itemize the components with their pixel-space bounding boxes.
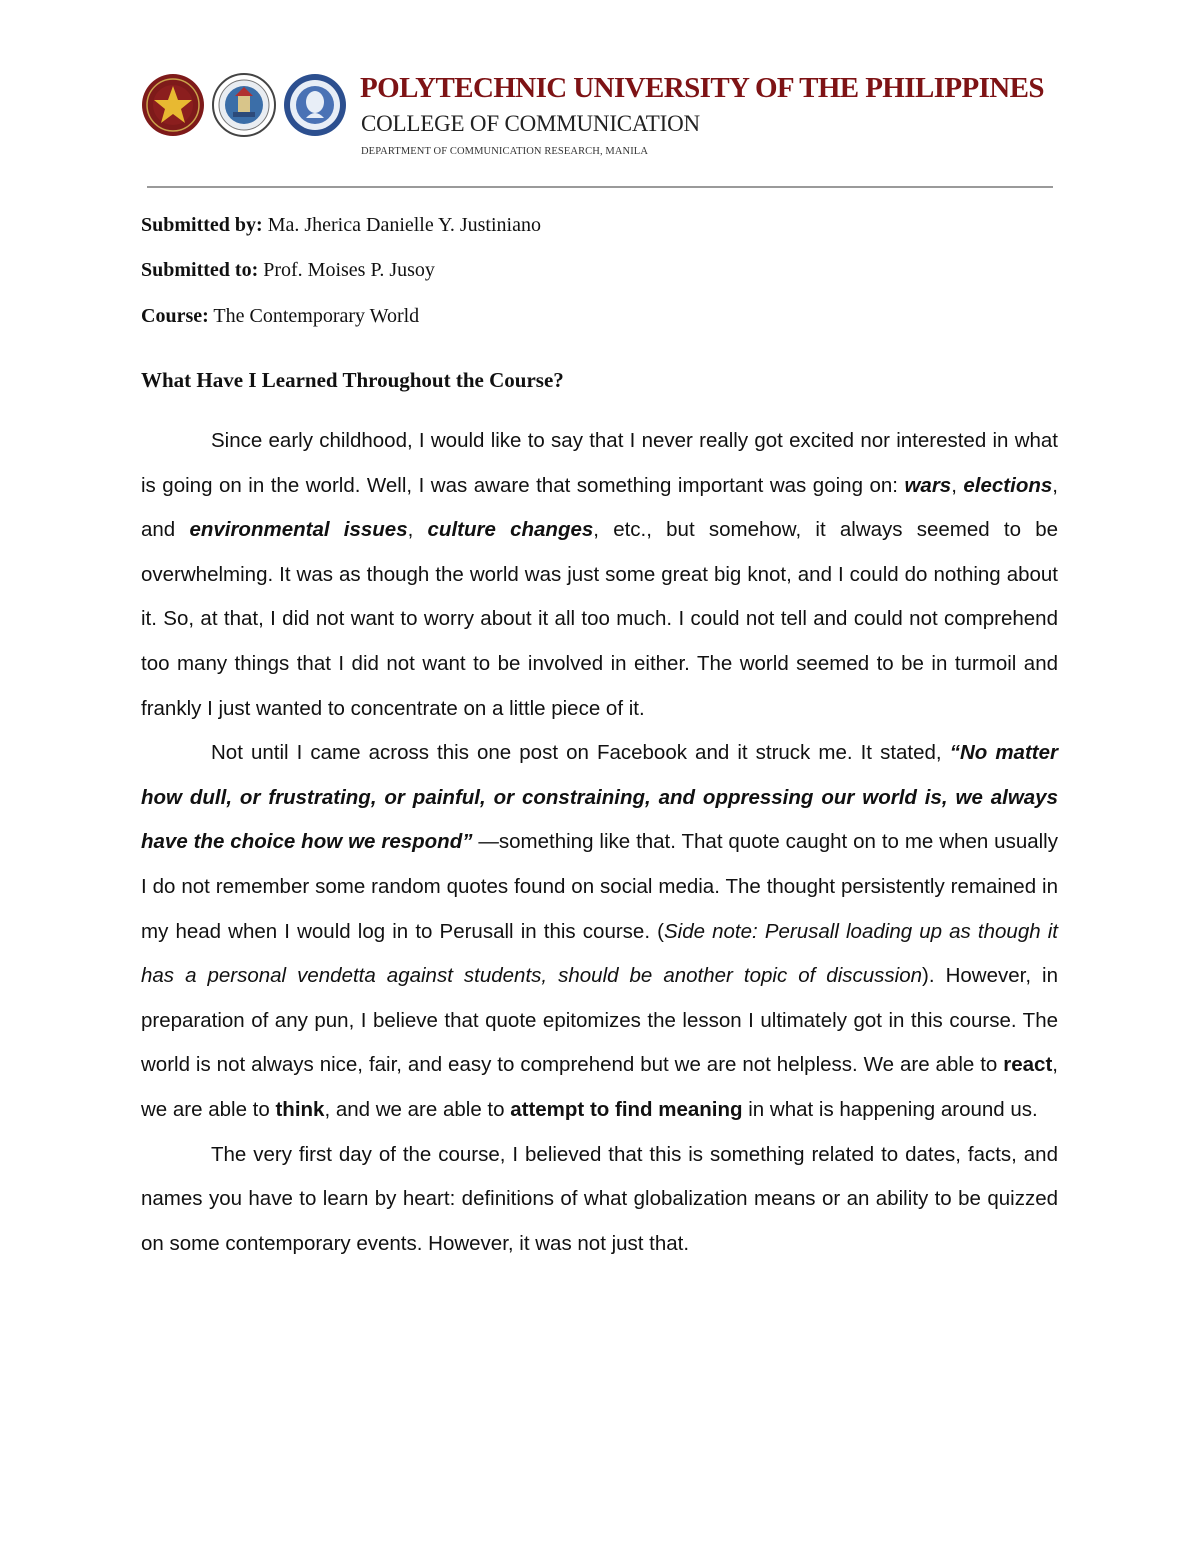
emphasis-think: think	[275, 1097, 325, 1121]
department-seal-icon	[282, 72, 348, 138]
text-run: Not until I came across this one post on Facebook and it struck me. It stated,	[211, 741, 950, 765]
department-name: DEPARTMENT OF COMMUNICATION RESEARCH, MANILA	[361, 146, 649, 157]
submitted-by-line	[141, 214, 541, 237]
course-line	[141, 305, 419, 328]
emphasis-environmental-issues: environmental issues	[189, 518, 408, 542]
submitted-to-value: Prof. Moises P. Jusoy	[263, 259, 435, 281]
emphasis-find-meaning: attempt to find meaning	[510, 1097, 743, 1121]
essay-paragraph	[141, 419, 1058, 731]
essay-paragraph: The very first day of the course, I believed that this is something related to dates, facts, and names you have to learn by heart: definitions of what globalization means or an ability to be quizzed on some contemporary events. However, it was not just that.	[141, 1142, 1058, 1255]
submitted-to-line	[141, 259, 435, 282]
emphasis-wars: wars	[904, 473, 952, 497]
college-name: COLLEGE OF COMMUNICATION	[361, 111, 700, 136]
side-note: Side note: Perusall loading up as though it has a personal vendetta against students, should be another topic of discussion	[141, 919, 1058, 988]
essay-paragraph	[141, 731, 1058, 1132]
text-run: —something like that. That quote caught on to me when usually I do not remember some random quotes found on social media. The thought persistently remained in my head when I would log in to Perusall in this course. (	[141, 830, 1058, 943]
text-run: ). However, in preparation of any pun, I believe that quote epitomizes the lesson I ultimately got in this course. The world is not always nice, fair, and easy to comprehend but we are not helpless. We are able to	[141, 964, 1058, 1077]
letterhead	[140, 68, 1060, 168]
pup-seal-icon	[140, 72, 206, 138]
submitted-by-value: Ma. Jherica Danielle Y. Justiniano	[267, 214, 541, 236]
essay-body	[141, 419, 1058, 1266]
course-value: The Contemporary World	[213, 305, 420, 327]
text-run: , we are able to	[141, 1053, 1058, 1121]
text-run: ,	[407, 518, 428, 542]
course-label: Course:	[141, 305, 209, 327]
college-seal-icon	[211, 72, 277, 138]
emphasis-react: react	[1003, 1053, 1053, 1077]
header-divider	[147, 186, 1053, 188]
university-name: POLYTECHNIC UNIVERSITY OF THE PHILIPPINES	[360, 72, 1044, 104]
text-run: ,	[951, 473, 964, 497]
submitted-to-label: Submitted to:	[141, 259, 259, 281]
text-run: , and	[141, 473, 1058, 542]
essay-title: What Have I Learned Throughout the Course?	[141, 368, 564, 392]
emphasis-culture-changes: culture changes	[427, 518, 594, 542]
quote: “No matter how dull, or frustrating, or painful, or constraining, and oppressing our world is, we always have the choice how we respond”	[141, 741, 1058, 854]
submitted-by-label: Submitted by:	[141, 214, 263, 236]
text-run: , etc., but somehow, it always seemed to be overwhelming. It was as though the world was just some great big knot, and I could do nothing about it. So, at that, I did not want to worry about it all too much. I could not tell and could not comprehend too many things that I did not want to be involved in either. The world seemed to be in turmoil and frankly I just wanted to concentrate on a little piece of it.	[141, 518, 1059, 720]
text-run: in what is happening around us.	[742, 1097, 1038, 1121]
text-run: , and we are able to	[324, 1097, 511, 1121]
text-run: Since early childhood, I would like to say that I never really got excited nor interested in what is going on in the world. Well, I was aware that something important was going on:	[141, 429, 1058, 497]
emphasis-elections: elections	[963, 473, 1053, 497]
